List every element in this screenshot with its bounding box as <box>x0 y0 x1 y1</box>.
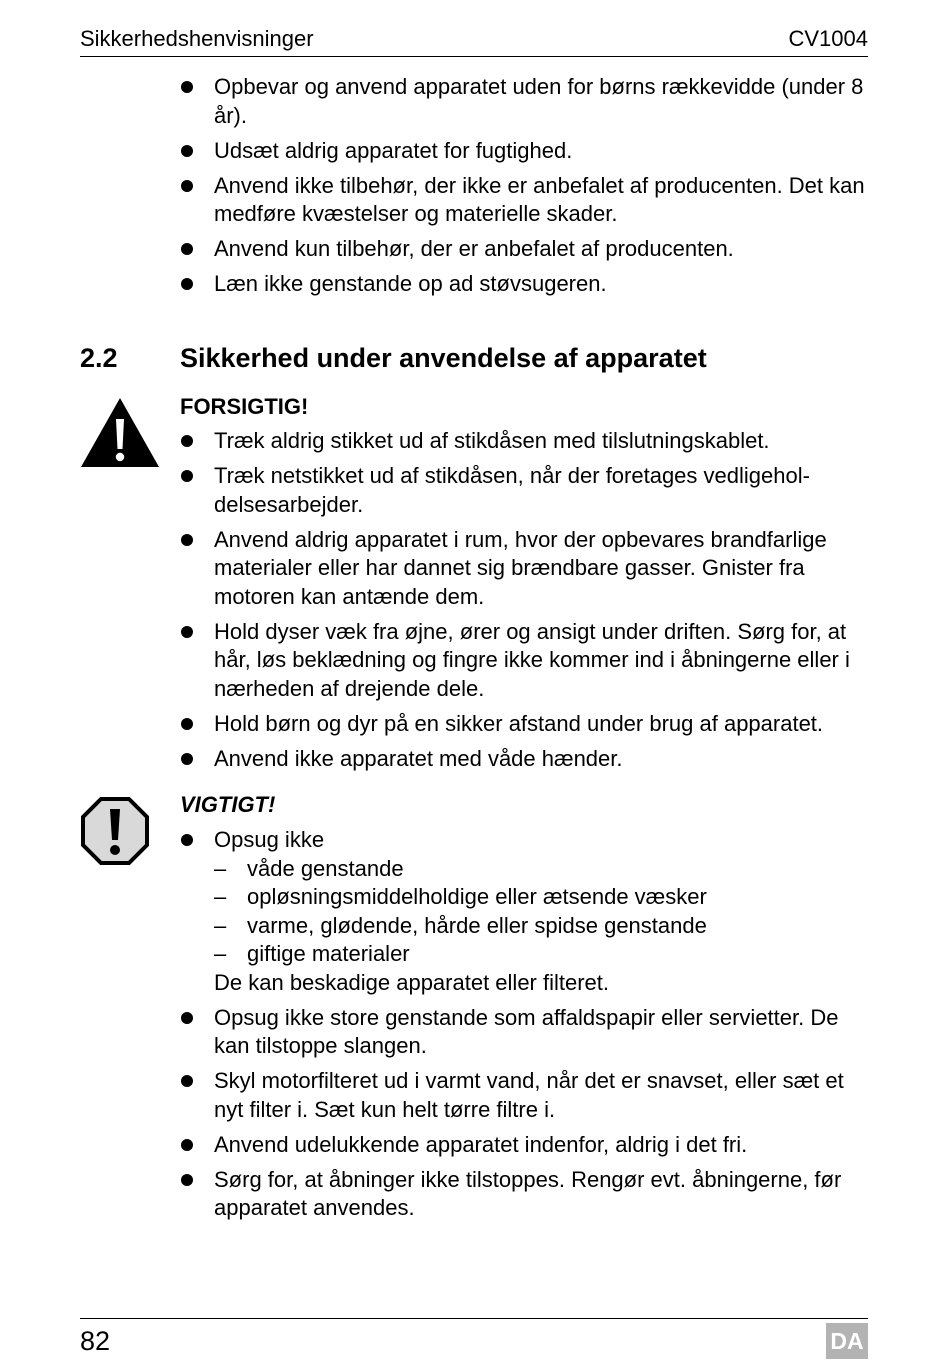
language-badge: DA <box>826 1323 868 1359</box>
sub-list-item: – våde genstande <box>214 855 870 884</box>
list-item: Opsug ikke store genstande som affaldspapir eller servietter. De kan tilstoppe slangen. <box>180 1004 870 1061</box>
page-footer <box>80 1318 868 1361</box>
warning-triangle-icon <box>80 396 160 468</box>
list-item: Hold dyser væk fra øjne, ører og ansigt under driften. Sørg for, at hår, løs beklædning og fingre ikke kommer ind i åbningerne eller i nærheden af drejende dele. <box>180 618 870 704</box>
list-item: Skyl motorfilteret ud i varmt vand, når det er snavset, eller sæt et nyt filter i. Sæt kun helt tørre filtre i. <box>180 1067 870 1124</box>
list-item <box>180 826 870 997</box>
section-title: Sikkerhed under anvendelse af apparatet <box>180 343 707 373</box>
important-label: VIGTIGT! <box>180 792 276 817</box>
list-item: Anvend ikke apparatet med våde hænder. <box>180 745 870 774</box>
list-item: Anvend aldrig apparatet i rum, hvor der opbevares brandfarlige materialer eller har dannet sig brændbare gasser. Gnister fra motoren kan antænde dem. <box>180 526 870 612</box>
list-item: Anvend kun tilbehør, der er anbefalet af producenten. <box>180 235 870 264</box>
intro-bullet-list <box>180 73 870 305</box>
list-item: Læn ikke genstande op ad støvsugeren. <box>180 270 870 299</box>
sub-list-item: – opløsningsmiddelholdige eller ætsende væsker <box>214 883 870 912</box>
important-bullet-list <box>180 826 870 1229</box>
header-section-title: Sikkerhedshenvisninger <box>80 26 314 51</box>
caution-label: FORSIGTIG! <box>180 394 309 419</box>
sub-list-item: – varme, glødende, hårde eller spidse genstande <box>214 912 870 941</box>
list-item: Træk aldrig stikket ud af stikdåsen med tilslutningskablet. <box>180 427 870 456</box>
list-item: Opbevar og anvend apparatet uden for børns rækkevidde (under 8 år). <box>180 73 870 130</box>
page-header <box>80 22 868 57</box>
list-item: Sørg for, at åbninger ikke tilstoppes. Rengør evt. åbningerne, før apparatet anvendes. <box>180 1166 870 1223</box>
list-item: Anvend udelukkende apparatet indenfor, aldrig i det fri. <box>180 1131 870 1160</box>
list-item-text: Opsug ikke <box>214 827 325 852</box>
list-item: Anvend ikke tilbehør, der ikke er anbefalet af producenten. Det kan medføre kvæstelser og materielle skader. <box>180 172 870 229</box>
caution-bullet-list <box>180 427 870 780</box>
list-item: Hold børn og dyr på en sikker afstand under brug af apparatet. <box>180 710 870 739</box>
page-number: 82 <box>80 1326 111 1356</box>
header-model: CV1004 <box>788 26 868 51</box>
list-item-note: De kan beskadige apparatet eller filteret. <box>214 969 610 995</box>
exclamation-octagon-icon <box>80 796 150 866</box>
sub-list <box>214 855 870 969</box>
sub-list-item: – giftige materialer <box>214 940 870 969</box>
section-number: 2.2 <box>80 343 118 373</box>
list-item: Træk netstikket ud af stikdåsen, når der foretages vedligeholdelsesarbejder. <box>180 462 870 519</box>
list-item: Udsæt aldrig apparatet for fugtighed. <box>180 137 870 166</box>
